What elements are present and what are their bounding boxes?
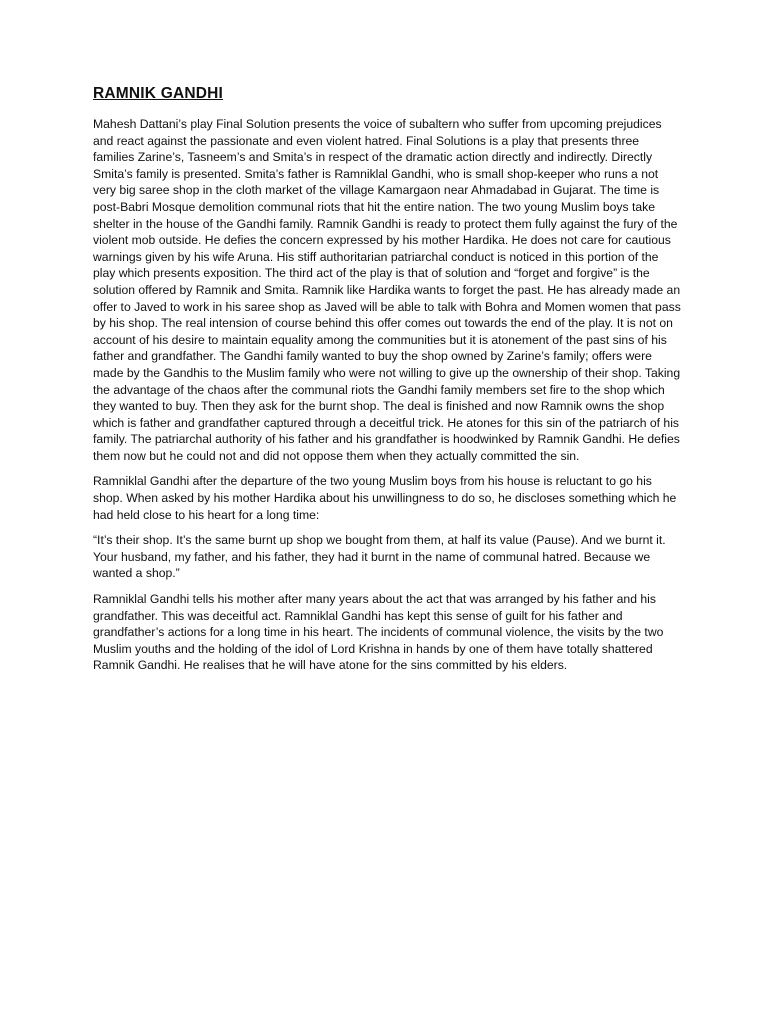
paragraph-conclusion: Ramniklal Gandhi tells his mother after many years about the act that was arranged by his father and his grandfather. This was deceitful act. Ramniklal Gandhi has kept this sense of guilt for his father and grandfather’s actions for a long time in his heart. The incidents of communal violence, the visits by the two Muslim youths and the holding of the idol of Lord Krishna in hands by one of them have totally shattered Ramnik Gandhi. He realises that he will have atone for the sins committed by his elders. (93, 592, 664, 673)
paragraph-quote: “It’s their shop. It’s the same burnt up shop we bought from them, at half its value (Pause). And we burnt it. Your husband, my father, and his father, they had it burnt in the name of communal hatred. Because we wanted a shop.” (93, 533, 666, 581)
document-page (93, 84, 683, 683)
paragraph-intro: Mahesh Dattani’s play Final Solution presents the voice of subaltern who suffer from upcoming prejudices and react against the passionate and even violent hatred. Final Solutions is a play that presents three families Zarine’s, Tasneem’s and Smita’s in respect of the dramatic action directly and indirectly. Directly Smita’s family is presented. Smita’s father is Ramniklal Gandhi, who is small shop-keeper who runs a not very big saree shop in the cloth market of the village Kamargaon near Ahmadabad in Gujarat. The time is post-Babri Mosque demolition communal riots that hit the entire nation. The two young Muslim boys take shelter in the house of the Gandhi family. Ramnik Gandhi is ready to protect them fully against the fury of the violent mob outside. He defies the concern expressed by his mother Hardika. He does not care for cautious warnings given by his wife Aruna. His stiff authoritarian patriarchal conduct is noticed in this portion of the play which presents exposition. The third act of the play is that of solution and “forget and forgive” is the solution offered by Ramnik and Smita. Ramnik like Hardika wants to forget the past. He has already made an offer to Javed to work in his saree shop as Javed will be able to talk with Bohra and Momen women that pass by his shop. The real intension of course behind this offer comes out towards the end of the play. It is not on account of his desire to maintain equality among the communities but it is atonement of the past sins of his father and grandfather. The Gandhi family wanted to buy the shop owned by Zarine’s family; offers were made by the Gandhis to the Muslim family who were not willing to give up the ownership of their shop. Taking the advantage of the chaos after the communal riots the Gandhi family members set fire to the shop which they wanted to buy. Then they ask for the burnt shop. The deal is finished and now Ramnik owns the shop which is father and grandfather captured through a deceitful trick. He atones for this sin of the patriarch of his family. The patriarchal authority of his father and his grandfather is hoodwinked by Ramnik Gandhi. He defies them now but he could not and did not oppose them when they actually committed the sin. (93, 117, 681, 463)
document-title: RAMNIK GANDHI (93, 85, 224, 102)
paragraph-departure: Ramniklal Gandhi after the departure of the two young Muslim boys from his house is reluctant to go his shop. When asked by his mother Hardika about his unwillingness to do so, he discloses something which he had held close to his heart for a long time: (93, 474, 677, 522)
